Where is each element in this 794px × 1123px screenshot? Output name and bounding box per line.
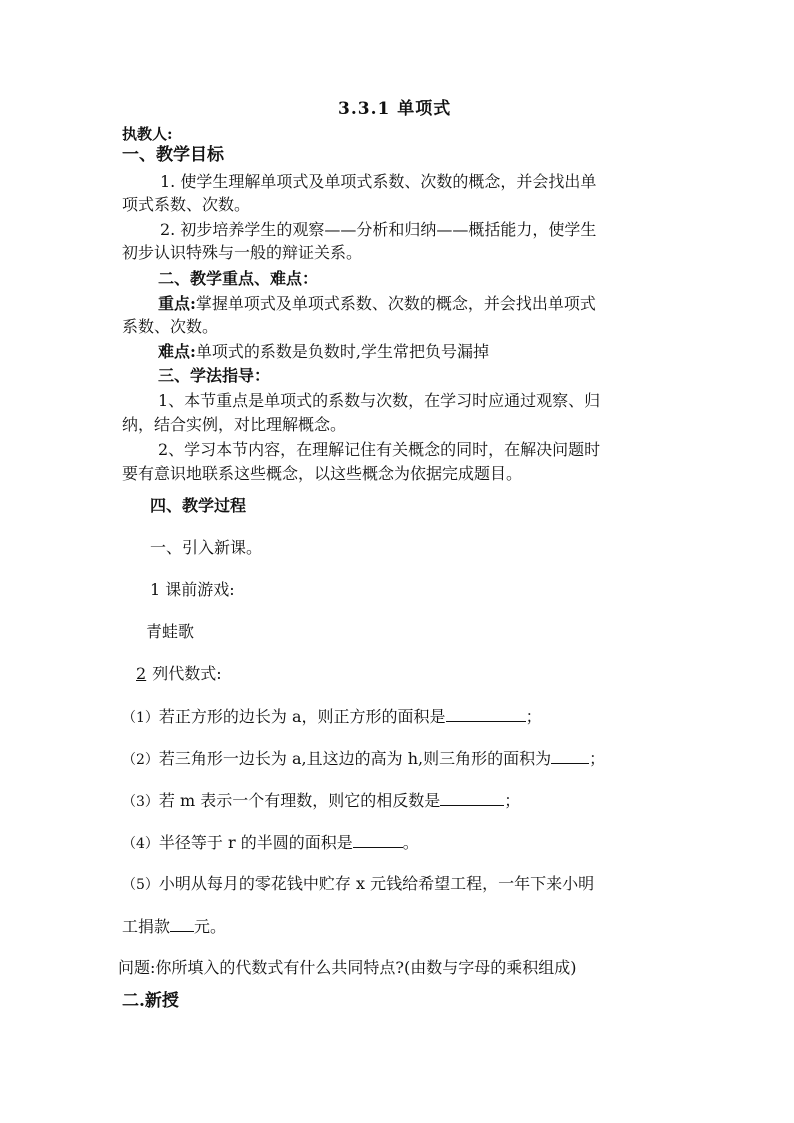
question-5-line-2 [122,916,226,937]
goal-2-line-1: 2. 初步培养学生的观察——分析和归纳——概括能力，使学生 [160,220,597,239]
question-1-blank [446,706,526,722]
question-4-number: （4） [122,836,159,852]
question-5-text: 小明从每月的零花钱中贮存 x 元钱给希望工程，一年下来小明 [158,874,595,893]
goal-1-line-2: 项式系数、次数。 [122,195,251,214]
guide-2-line-1: 2、学习本节内容，在理解记住有关概念的同时，在解决问题时 [158,440,601,459]
question-1-text: 若正方形的边长为 a，则正方形的面积是 [158,707,446,726]
heading-new-lesson: 二.新授 [122,991,179,1011]
expression-label: 列代数式: [152,664,222,683]
item-number: 2 [136,664,147,683]
question-3-text: 若 m 表示一个有理数，则它的相反数是 [158,791,441,810]
guide-1-line-2: 纳，结合实例，对比理解概念。 [122,415,347,434]
question-2-text: 若三角形一边长为 a,且这边的高为 h,则三角形的面积为 [158,749,552,768]
question-5-line-1 [122,874,594,895]
question-2-end: ； [589,749,606,768]
question-4-end: 。 [402,833,419,852]
difficult-point-label: 难点: [158,342,196,361]
question-3-blank [440,790,504,806]
heading-key-difficult: 二、教学重点、难点： [158,269,319,288]
key-point-line-1 [158,294,596,314]
goal-2-line-2: 初步认识特殊与一般的辩证关系。 [122,243,363,262]
question-5-blank [170,916,194,932]
algebraic-expression-heading [136,664,222,684]
question-2 [122,748,605,770]
question-2-number: （2） [122,752,159,768]
question-1 [122,706,542,728]
key-point-line-2: 系数、次数。 [122,317,219,336]
heading-teaching-process: 四、教学过程 [150,496,247,515]
guide-1-line-1: 1、本节重点是单项式的系数与次数，在学习时应通过观察、归 [158,391,601,410]
question-3-end: ； [504,791,521,810]
question-4-blank [353,832,403,848]
question-4-text: 半径等于 r 的半圆的面积是 [158,833,353,852]
game-name: 青蛙歌 [146,622,195,641]
key-point-text: 掌握单项式及单项式系数、次数的概念，并会找出单项式 [195,294,596,313]
discussion-question: 问题:你所填入的代数式有什么共同特点?(由数与字母的乘积组成) [118,958,577,977]
pre-class-game-label: 1 课前游戏: [150,580,235,599]
question-5-number: （5） [122,877,159,893]
difficult-point-text: 单项式的系数是负数时,学生常把负号漏掉 [195,342,490,361]
difficult-point [158,342,489,362]
goal-1-line-1: 1. 使学生理解单项式及单项式系数、次数的概念，并会找出单 [160,172,597,191]
question-2-blank [551,748,589,764]
question-1-end: ； [525,707,542,726]
intro-new-lesson: 一、引入新课。 [150,538,263,557]
question-5-line-2-end: 元。 [194,917,227,936]
page-title: 3.3.1 单项式 [338,99,452,119]
question-3-number: （3） [122,794,159,810]
question-1-number: （1） [122,710,159,726]
question-4 [122,832,419,854]
question-5-line-2-start: 工捐款 [122,917,171,936]
key-point-label: 重点: [158,294,196,313]
heading-teaching-goals: 一、教学目标 [122,145,224,165]
heading-study-guide: 三、学法指导： [158,366,271,385]
guide-2-line-2: 要有意识地联系这些概念，以这些概念为依据完成题目。 [122,464,523,483]
teacher-label: 执教人: [122,125,173,143]
question-3 [122,790,520,812]
